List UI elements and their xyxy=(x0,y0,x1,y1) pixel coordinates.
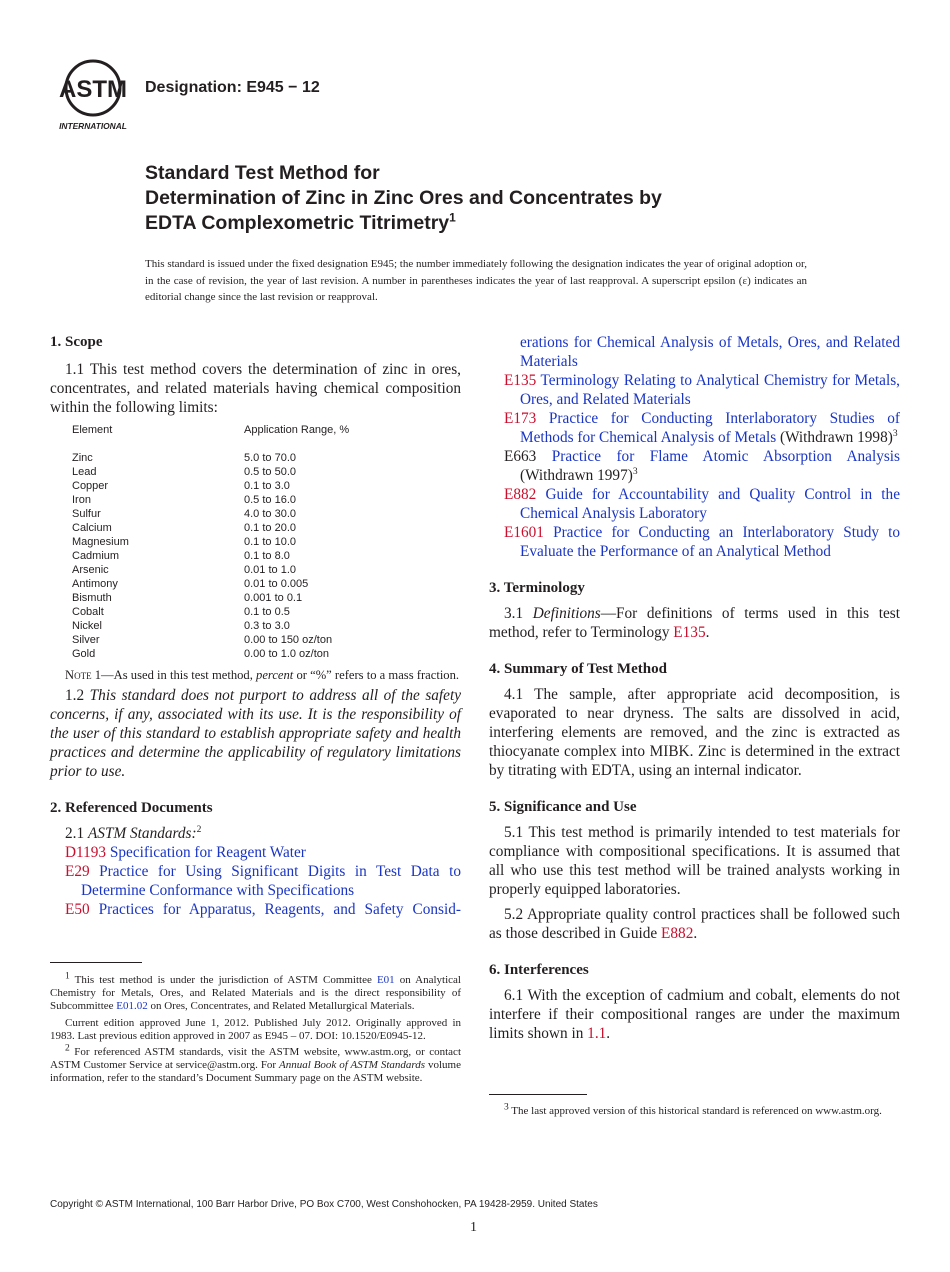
astm-standards-sup: 2 xyxy=(196,824,202,835)
table-row xyxy=(72,633,461,647)
note-text-end: or “%” refers to a mass fraction. xyxy=(293,668,460,682)
footnote-rule-right xyxy=(489,1094,587,1095)
ref-sup: 3 xyxy=(892,428,898,439)
terminology-link[interactable]: E135 xyxy=(673,624,706,641)
ref-title[interactable]: Practice for Using Significant Digits in Test Data to Determine Conformance with Specifications xyxy=(81,863,461,899)
table-header-range: Application Range, % xyxy=(244,424,350,436)
ref-title[interactable]: Practices for Apparatus, Reagents, and Safety Consid- xyxy=(98,901,461,918)
element-name: Magnesium xyxy=(72,536,129,548)
table-row xyxy=(72,479,461,493)
application-range: 0.1 to 3.0 xyxy=(244,480,290,492)
element-name: Calcium xyxy=(72,522,112,534)
application-range: 0.01 to 1.0 xyxy=(244,564,296,576)
ref-title[interactable]: Guide for Accountability and Quality Control in the Chemical Analysis Laboratory xyxy=(520,486,900,522)
table-row xyxy=(72,535,461,549)
scope-heading: 1. Scope xyxy=(50,334,103,350)
footnote-1 xyxy=(50,971,461,1014)
footnote-link-e0102[interactable]: E01.02 xyxy=(116,1000,148,1013)
footnote-text: on Ores, Concentrates, and Related Metallurgical Materials. xyxy=(147,1000,415,1013)
application-range: 0.1 to 10.0 xyxy=(244,536,296,548)
element-name: Nickel xyxy=(72,620,102,632)
astm-standards-label: ASTM Standards: xyxy=(87,825,197,842)
footnote-1-edition: Current edition approved June 1, 2012. Published July 2012. Originally approved in 1983. Last previous edition approved in 2007 as E945 – 07. DOI: 10.1520/E0945-12. xyxy=(50,1016,461,1042)
significance-heading: 5. Significance and Use xyxy=(489,799,637,815)
note-label: Note 1 xyxy=(65,668,102,682)
significance-5-1: 5.1 This test method is primarily intended to test materials for compliance with compositional specifications. It is assumed that all who use this test method will be trained analysts working in properly equipped laboratories. xyxy=(489,824,900,898)
element-name: Zinc xyxy=(72,452,93,464)
application-range: 5.0 to 70.0 xyxy=(244,452,296,464)
application-range: 0.00 to 150 oz/ton xyxy=(244,634,333,646)
element-name: Cadmium xyxy=(72,550,120,562)
element-name: Copper xyxy=(72,480,109,492)
footnote-text: volume information, refer to the standard’s Document Summary page on the ASTM website. xyxy=(50,1059,461,1085)
table-row xyxy=(72,577,461,591)
ref-code[interactable]: E882 xyxy=(504,486,537,503)
ref-e173[interactable] xyxy=(489,409,900,447)
interferences-heading: 6. Interferences xyxy=(489,962,589,978)
footnote-text: This test method is under the jurisdiction of ASTM Committee xyxy=(69,974,377,986)
ref-e882[interactable] xyxy=(489,485,900,523)
note-italic: percent xyxy=(256,668,294,682)
composition-table xyxy=(50,423,461,661)
significance-end: . xyxy=(693,925,698,942)
terminology-end: . xyxy=(705,624,710,641)
table-row xyxy=(72,619,461,633)
table-row xyxy=(72,647,461,661)
application-range: 0.1 to 0.5 xyxy=(244,606,290,618)
element-name: Sulfur xyxy=(72,508,101,520)
scope-1-2 xyxy=(50,686,461,781)
application-range: 0.00 to 1.0 oz/ton xyxy=(244,648,330,660)
application-range: 0.1 to 20.0 xyxy=(244,522,296,534)
ref-d1193[interactable] xyxy=(50,843,461,862)
table-row xyxy=(72,451,461,465)
ref-code[interactable]: E1601 xyxy=(504,524,544,541)
terminology-heading: 3. Terminology xyxy=(489,580,585,596)
designation: Designation: E945 − 12 xyxy=(145,79,320,96)
element-name: Cobalt xyxy=(72,606,104,618)
significance-5-2 xyxy=(489,905,900,943)
footnote-3 xyxy=(489,1102,900,1118)
application-range: 0.1 to 8.0 xyxy=(244,550,290,562)
ref-code[interactable]: D1193 xyxy=(65,844,107,861)
footnote-3-text: The last approved version of this historical standard is referenced on www.astm.org. xyxy=(508,1105,882,1117)
table-row xyxy=(72,549,461,563)
scope-1-2-text: This standard does not purport to address all of the safety concerns, if any, associated with its use. It is the responsibility of the user of this standard to establish appropriate safety and health practices and determine the applicability of regulatory limitations prior to use. xyxy=(50,687,461,780)
application-range: 0.5 to 50.0 xyxy=(244,466,296,478)
table-row xyxy=(72,563,461,577)
ref-e663[interactable] xyxy=(489,447,900,485)
note-text: —As used in this test method, xyxy=(101,668,257,682)
application-range: 4.0 to 30.0 xyxy=(244,508,296,520)
ref-e1601[interactable] xyxy=(489,523,900,561)
scope-1-1: 1.1 This test method covers the determination of zinc in ores, concentrates, and related materials having chemical composition within the following limits: xyxy=(50,361,461,416)
table-row xyxy=(72,493,461,507)
element-name: Arsenic xyxy=(72,564,109,576)
logo-subtitle: INTERNATIONAL xyxy=(59,121,127,131)
terminology-text: —For definitions of terms used in this test method, refer to Terminology xyxy=(489,605,900,641)
element-name: Gold xyxy=(72,648,96,660)
ref-title[interactable]: Practice for Conducting Interlaboratory Studies of Methods for Chemical Analysis of Metals xyxy=(520,410,900,446)
significance-5-2-text: 5.2 Appropriate quality control practices shall be followed such as those described in Guide xyxy=(489,906,900,942)
table-row xyxy=(72,591,461,605)
footnote-3-sup: 3 xyxy=(504,1102,509,1113)
intro-paragraph: This standard is issued under the fixed designation E945; the number immediately following the designation indicates the year of original adoption or, in the case of revision, the year of last revision. A number in parentheses indicates the year of last reapproval. A superscript epsilon (ε) indicates an editorial change since the last revision or reapproval. xyxy=(145,258,807,303)
element-name: Bismuth xyxy=(72,592,112,604)
ref-title[interactable]: Specification for Reagent Water xyxy=(109,844,306,861)
ref-e50-continued[interactable]: erations for Chemical Analysis of Metals, Ores, and Related Materials xyxy=(520,334,900,370)
title-line-1: Standard Test Method for xyxy=(145,162,380,184)
significance-link-e882[interactable]: E882 xyxy=(661,925,694,942)
footnotes-right xyxy=(489,1102,900,1118)
right-column xyxy=(489,333,900,1043)
table-row xyxy=(72,465,461,479)
element-name: Antimony xyxy=(72,578,118,590)
element-name: Iron xyxy=(72,494,91,506)
table-header-element: Element xyxy=(72,424,113,436)
footnote-2 xyxy=(50,1043,461,1086)
astm-standards xyxy=(50,824,461,843)
interferences-link[interactable]: 1.1 xyxy=(587,1025,607,1042)
ref-title[interactable]: Terminology Relating to Analytical Chemistry for Metals, Ores, and Related Materials xyxy=(520,372,900,408)
ref-code[interactable]: E29 xyxy=(65,863,90,880)
table-row xyxy=(72,507,461,521)
element-name: Lead xyxy=(72,466,97,478)
interferences-end: . xyxy=(606,1025,611,1042)
application-range: 0.3 to 3.0 xyxy=(244,620,290,632)
terminology-3-1 xyxy=(489,604,900,642)
ref-sup: 3 xyxy=(632,466,638,477)
footnote-italic: Annual Book of ASTM Standards xyxy=(279,1059,426,1072)
astm-logo xyxy=(52,58,134,132)
footnote-link-e01[interactable]: E01 xyxy=(376,974,395,986)
copyright-footer: Copyright © ASTM International, 100 Barr Harbor Drive, PO Box C700, West Conshohocken, PA 19428-2959. United States xyxy=(50,1199,598,1210)
scope-1-2-num: 1.2 xyxy=(65,687,90,704)
ref-e29[interactable] xyxy=(50,862,461,900)
footnote-2-sup: 2 xyxy=(65,1043,70,1054)
footnote-rule-left xyxy=(50,962,142,963)
interferences-text: 6.1 With the exception of cadmium and cobalt, elements do not interfere if their compositional ranges are under the maximum limits shown in xyxy=(489,987,900,1042)
title-line-3: EDTA Complexometric Titrimetry xyxy=(145,212,450,234)
note-1 xyxy=(50,667,461,683)
title-line-2: Determination of Zinc in Zinc Ores and Concentrates by xyxy=(145,187,662,209)
table-header xyxy=(72,423,461,437)
ref-code[interactable]: E135 xyxy=(504,372,537,389)
footnote-text: For referenced ASTM standards, visit the ASTM website, www.astm.org, or contact ASTM Customer Service at service@astm.org. For xyxy=(50,1046,461,1072)
application-range: 0.5 to 16.0 xyxy=(244,494,296,506)
footnote-text: on Analytical Chemistry for Metals, Ores, and Related Materials and is the direct responsibility of Subcommittee xyxy=(50,974,461,1013)
summary-heading: 4. Summary of Test Method xyxy=(489,661,667,677)
ref-title[interactable]: Practice for Conducting an Interlaboratory Study to Evaluate the Performance of an Analytical Method xyxy=(520,524,901,560)
ref-e135[interactable] xyxy=(489,371,900,409)
title-footnote-ref: 1 xyxy=(449,210,456,225)
left-column xyxy=(50,333,461,919)
page-number: 1 xyxy=(470,1220,477,1235)
logo-wordmark: ASTM xyxy=(59,76,127,103)
referenced-heading: 2. Referenced Documents xyxy=(50,800,213,816)
ref-code: E663 xyxy=(504,448,537,465)
table-row xyxy=(72,521,461,535)
element-name: Silver xyxy=(72,634,100,646)
application-range: 0.001 to 0.1 xyxy=(244,592,303,604)
ref-withdrawn: (Withdrawn 1997) xyxy=(520,467,633,484)
interferences-6-1 xyxy=(489,986,900,1043)
summary-4-1: 4.1 The sample, after appropriate acid decomposition, is evaporated to near dryness. The salts are dissolved in acid, interfering elements are removed, and the zinc is extracted as thiocyanate complex into MIBK. Zinc is determined in the extract by titrating with EDTA, using an internal indicator. xyxy=(489,686,900,779)
astm-standards-num: 2.1 xyxy=(65,825,88,842)
application-range: 0.01 to 0.005 xyxy=(244,578,309,590)
ref-code[interactable]: E50 xyxy=(65,901,90,918)
footnote-1-sup: 1 xyxy=(65,971,70,982)
table-row xyxy=(72,605,461,619)
document-title xyxy=(145,161,865,236)
ref-withdrawn: (Withdrawn 1998) xyxy=(776,429,893,446)
terminology-num: 3.1 xyxy=(504,605,533,622)
footnotes-left xyxy=(50,971,461,1086)
ref-title[interactable]: Practice for Flame Atomic Absorption Analysis xyxy=(551,448,901,465)
ref-e50[interactable] xyxy=(50,900,461,919)
ref-code[interactable]: E173 xyxy=(504,410,537,427)
terminology-italic: Definitions xyxy=(532,605,601,622)
